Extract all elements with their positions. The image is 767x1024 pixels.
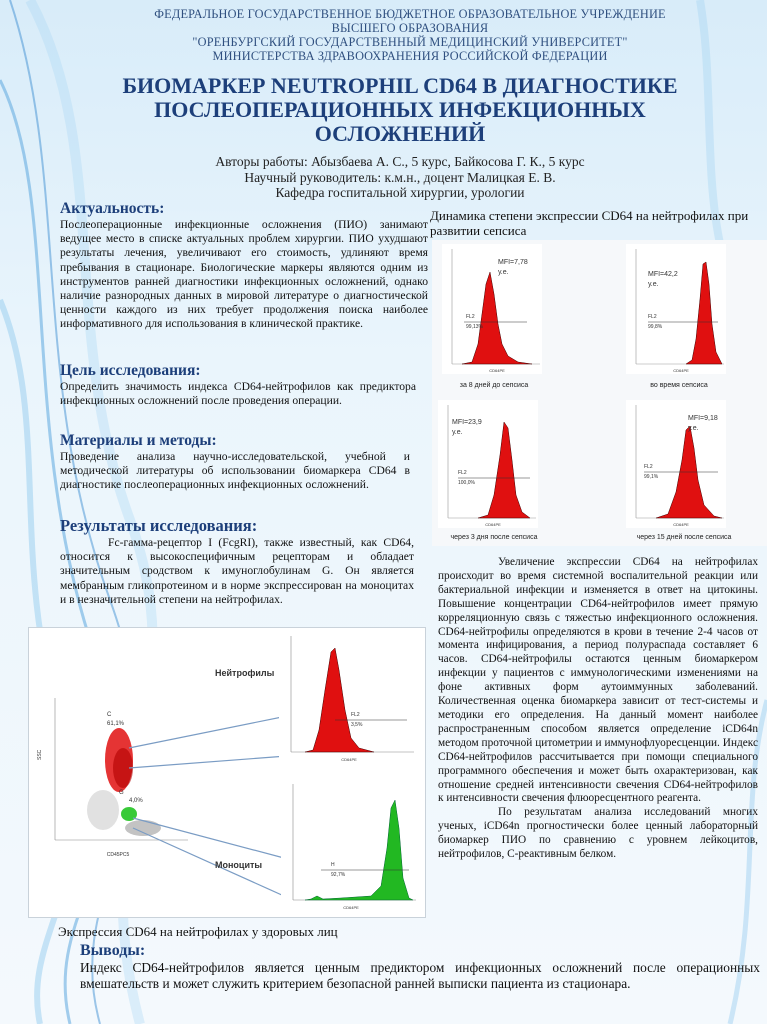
panel-1-unit: у.е. [498,269,509,276]
methods-heading: Материалы и методы: [60,432,217,449]
histogram-panel-1 [442,244,542,374]
results-section [60,516,414,607]
gate-c-label: C [107,712,112,718]
discussion-paragraph-1: Увеличение экспрессии CD64 на нейтрофилах происходит во время системной воспалительной реакции или бактериальной инфекции и изменяется в ответ на цитокины. Повышение концентрации CD64-нейтрофилов имеет прямую корреляционную связь с тяжестью инфекционного осложнения. CD64-нейтрофилы определяются в крови в течение 2-4 часов от момента инфицирования, а период полураспада составляет 6 часов. CD64-нейтрофилы остаются ценным биомаркером инфекции у пациентов с иммунологическими изменениями на фоне активных форм аутоиммунных заболеваний. Количественная оценка биомаркера зависит от тест-системы и методики его определения. На данный момент наиболее распространенным способом является определение iCD64n методом проточной цитометрии и иммунофлуоресценции. Индекс CD64-нейтрофилов рассчитывается при помощи специального программного обеспечения и может быть охарактеризован, как отношение средней интенсивности свечения CD64-нейтрофилов к интенсивности свечения флюоресцентного реагента. [438,556,758,805]
gate-g-pct: 4,0% [129,798,143,804]
panel-1-axis: CD64PE [489,368,505,373]
panel-2-axis: CD64PE [673,368,689,373]
healthy-caption: Экспрессия CD64 на нейтрофилах у здоровых лиц [58,924,338,939]
panel-3-pct: 100,0% [458,480,475,486]
neutro-gate: FL2 [351,712,360,718]
results-heading: Результаты исследования: [60,516,258,535]
healthy-figure [28,627,426,918]
panel-2-pct: 99,8% [648,324,663,330]
neutro-pct: 3,5% [351,722,363,728]
mono-gate: H [331,862,335,868]
panel-4-unit: у.е. [688,425,699,432]
panel-3-gate: FL2 [458,470,467,476]
dynamics-panel-2 [624,242,764,392]
department-line: Кафедра госпитальной хирургии, урологии [275,185,525,200]
gate-g-label: G [119,790,124,796]
dynamics-figure [432,240,767,546]
relevance-heading: Актуальность: [60,200,165,217]
header-line-4: МИНИСТЕРСТВА ЗДРАВООХРАНЕНИЯ РОССИЙСКОЙ ФЕДЕРАЦИИ [212,49,608,63]
poster-title [40,74,760,146]
conclusions-section [80,942,760,992]
panel-3-axis: CD64PE [485,522,501,527]
title-line-2: ПОСЛЕОПЕРАЦИОННЫХ ИНФЕКЦИОННЫХ [154,97,646,122]
conclusions-heading: Выводы: [80,942,146,959]
header-line-3: "ОРЕНБУРГСКИЙ ГОСУДАРСТВЕННЫЙ МЕДИЦИНСКИЙ УНИВЕРСИТЕТ" [192,35,628,49]
panel-1-mfi: MFI=7,78 [498,259,528,266]
goal-text: Определить значимость индекса CD64-нейтрофилов как предиктора инфекционных осложнений после проведения операции. [60,380,416,408]
monocyte-histogram [281,778,421,913]
neutrophils-label: Нейтрофилы [215,668,275,678]
histogram-panel-4 [626,400,726,528]
mono-axis: CD64PE [343,905,359,910]
discussion-paragraph-2: По результатам анализа исследований многих ученых, iCD64n прогностически более ценный лабораторный биомаркер ПИО по сравнению с уровнем лейкоцитов, нейтрофилов, С-реактивным белком. [438,806,758,861]
histogram-panel-3 [438,400,538,528]
title-line-3: ОСЛОЖНЕНИЙ [314,121,486,146]
conclusions-text: Индекс CD64-нейтрофилов является ценным предиктором инфекционных осложнений после операционных вмешательств и может служить критерием безопасной ранней выписки пациента из стационара. [80,960,760,991]
dynamics-caption: Динамика степени экспрессии CD64 на нейтрофилах при развитии сепсиса [430,208,749,238]
panel-4-mfi: MFI=9,18 [688,415,718,422]
panel-2-label: во время сепсиса [650,382,708,389]
monocytes-label: Моноциты [215,860,263,870]
goal-heading: Цель исследования: [60,362,201,379]
gate-c-pct: 61,1% [107,721,125,727]
relevance-section [60,200,428,332]
mono-pct: 92,7% [331,872,346,878]
panel-1-gate: FL2 [466,314,475,320]
neutrophil-histogram [279,630,419,765]
histogram-panel-2 [626,244,726,374]
methods-text: Проведение анализа научно-исследовательской, учебной и методической литературы об использовании биомаркера CD64 в диагностике послеоперационных инфекционных осложнений. [60,450,410,492]
neutro-axis: CD64PE [341,757,357,762]
scatter-xaxis: CD45PC5 [106,852,130,858]
panel-2-mfi: MFI=42,2 [648,271,678,278]
header-line-1: ФЕДЕРАЛЬНОЕ ГОСУДАРСТВЕННОЕ БЮДЖЕТНОЕ ОБРАЗОВАТЕЛЬНОЕ УЧРЕЖДЕНИЕ [154,7,666,21]
dynamics-panel-3 [434,398,597,546]
methods-section [60,432,410,493]
panel-1-label: за 8 дней до сепсиса [459,382,529,389]
panel-1-pct: 99,13% [466,324,483,330]
dynamics-panel-1 [434,242,597,392]
panel-4-label: через 15 дней после сепсиса [636,534,732,541]
authors-line: Авторы работы: Абызбаева А. С., 5 курс, Байкосова Г. К., 5 курс [215,154,585,169]
panel-4-axis: CD64PE [673,522,689,527]
panel-4-pct: 99,1% [644,474,659,480]
authors-block [40,154,760,201]
panel-2-gate: FL2 [648,314,657,320]
supervisor-line: Научный руководитель: к.м.н., доцент Малицкая Е. В. [244,169,556,185]
header-line-2: ВЫСШЕГО ОБРАЗОВАНИЯ [331,21,489,35]
panel-2-unit: у.е. [648,281,659,288]
relevance-text: Послеоперационные инфекционные осложнения (ПИО) занимают ведущее место в списке актуальных проблем хирургии. ПИО ухудшают результаты лечения, увеличивают его стоимость, удлиняют время пребывания в стационаре. Биологические маркеры являются одним из инструментов ранней диагностики инфекционных осложнений, однако наличие разнородных данных в мировой литературе о диагностической ценности каждого из них требует продолжения поиска наиболее информативного для использования в клинической практике. [60,218,428,331]
scatter-yaxis: SSC [37,749,43,760]
results-text: Fc-гамма-рецептор I (FcgRI), также известный, как CD64, относится к высокоспецифичным рецепторам и обладает значительным сродством к имуноглобулинам G. Он является мембранным гликопротеином и в норме экспрессирован на моноцитах и в незначительной степени на нейтрофилах. [60,536,414,606]
dynamics-panel-4 [624,398,764,546]
goal-section [60,362,416,408]
title-line-1: БИОМАРКЕР NEUTROPHIL CD64 В ДИАГНОСТИКЕ [122,73,678,98]
panel-3-unit: у.е. [452,429,463,436]
right-discussion [438,556,758,862]
panel-4-gate: FL2 [644,464,653,470]
panel-3-mfi: MFI=23,9 [452,419,482,426]
panel-3-label: через 3 дня после сепсиса [450,534,538,541]
institution-header [60,7,760,63]
